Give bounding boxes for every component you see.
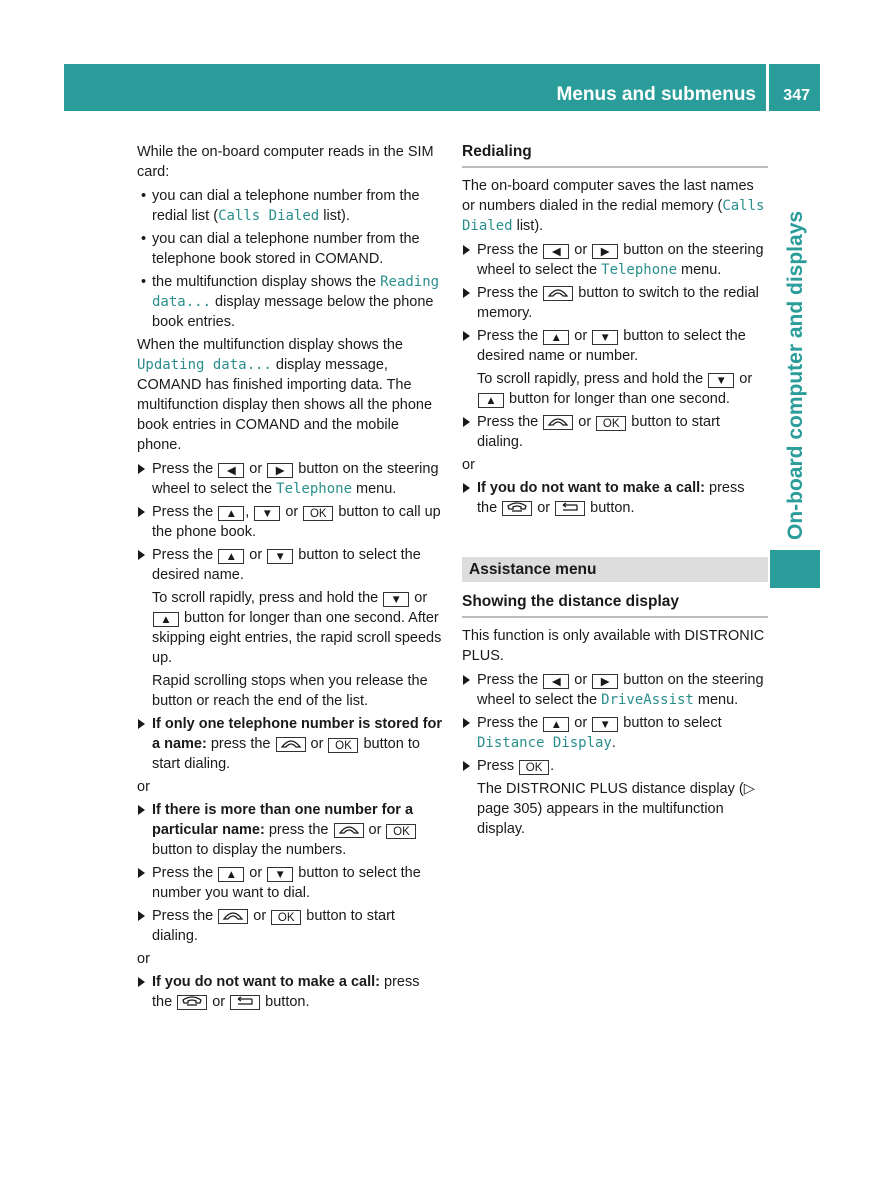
list-item <box>137 229 443 269</box>
text: Press the <box>477 672 543 688</box>
step-item <box>137 459 443 499</box>
section-heading: Redialing <box>462 142 768 168</box>
or-separator: or <box>137 951 150 967</box>
right-arrow-key-icon: ▶ <box>592 674 618 689</box>
text: Press the <box>477 715 543 731</box>
text: To scroll rapidly, press and hold the <box>477 371 708 387</box>
paragraph <box>462 176 768 236</box>
display-code: Updating data... <box>137 357 272 373</box>
right-column <box>462 142 768 842</box>
text: button for longer than one second. After skipping eight entries, the rapid scroll speeds up. <box>152 610 442 666</box>
step-item <box>137 972 443 1012</box>
step-item <box>462 412 768 452</box>
text: display message, COMAND has finished importing data. The multifunction display then shows all the phone book entries in COMAND and the mobile phone. <box>137 357 433 453</box>
down-arrow-key-icon: ▼ <box>708 373 734 388</box>
step-note <box>462 369 768 409</box>
page-number: 347 <box>783 87 810 104</box>
bold-text: If you do not want to make a call: <box>152 974 380 990</box>
page-reference: ▷ page 305 <box>477 781 755 817</box>
text: Press the <box>477 285 543 301</box>
back-icon <box>230 995 260 1010</box>
step-note <box>462 779 768 839</box>
step-item <box>137 714 443 774</box>
text: button to select <box>619 715 722 731</box>
text: button to display the numbers. <box>152 842 347 858</box>
down-arrow-key-icon: ▼ <box>267 867 293 882</box>
or-separator: or <box>462 457 475 473</box>
text: button to call up the phone book. <box>152 504 441 540</box>
bold-text: If there is more than one number for a particular name: <box>152 802 414 838</box>
text: button for longer than one second. <box>505 391 730 407</box>
list-item <box>137 186 443 226</box>
text: you can dial a telephone number from the redial list ( <box>152 188 420 224</box>
text: The DISTRONIC PLUS distance display ( <box>477 781 744 797</box>
up-arrow-key-icon: ▲ <box>153 612 179 627</box>
left-arrow-key-icon: ◀ <box>543 244 569 259</box>
step-item <box>137 863 443 903</box>
phone-pickup-icon <box>334 823 364 838</box>
display-code: Calls Dialed <box>462 198 765 234</box>
step-item <box>137 545 443 585</box>
text: or <box>245 547 267 563</box>
text: Press <box>477 758 519 774</box>
step-note <box>137 671 443 711</box>
text: or <box>245 461 267 477</box>
text: you can dial a telephone number from the telephone book stored in COMAND. <box>152 231 420 267</box>
paragraph <box>137 335 443 455</box>
text: button to start dialing. <box>477 414 720 450</box>
text: button. <box>586 500 635 516</box>
ok-key-icon: OK <box>596 416 626 431</box>
up-arrow-key-icon: ▲ <box>478 393 504 408</box>
phone-hangup-icon <box>177 995 207 1010</box>
text: Press the <box>152 908 218 924</box>
up-arrow-key-icon: ▲ <box>218 506 244 521</box>
text: button to start dialing. <box>152 908 395 944</box>
step-item <box>137 906 443 946</box>
right-arrow-key-icon: ▶ <box>592 244 618 259</box>
text: the multifunction display shows the <box>152 274 381 290</box>
step-item <box>462 670 768 710</box>
side-section-title: On-board computer and displays <box>784 210 807 540</box>
or-separator: or <box>137 779 150 795</box>
step-item <box>462 283 768 323</box>
left-column <box>137 142 443 1015</box>
down-arrow-key-icon: ▼ <box>267 549 293 564</box>
text: Press the <box>477 328 543 344</box>
text: or <box>364 822 386 838</box>
text: menu. <box>693 692 739 708</box>
section-heading: Showing the distance display <box>462 592 768 618</box>
text: button to select the desired name. <box>152 547 421 583</box>
phone-pickup-icon <box>543 286 573 301</box>
text: or <box>570 328 592 344</box>
down-arrow-key-icon: ▼ <box>592 717 618 732</box>
display-code: Calls Dialed <box>218 208 320 224</box>
down-arrow-key-icon: ▼ <box>383 592 409 607</box>
text: or <box>249 908 271 924</box>
text: button to switch to the redial memory. <box>477 285 759 321</box>
text: or <box>570 715 592 731</box>
up-arrow-key-icon: ▲ <box>543 717 569 732</box>
text: Press the <box>477 242 543 258</box>
phone-hangup-icon <box>502 501 532 516</box>
text: Press the <box>152 461 218 477</box>
header-title: Menus and submenus <box>556 84 756 105</box>
display-code: Telephone <box>601 262 677 278</box>
text: button to select the number you want to dial. <box>152 865 421 901</box>
step-item <box>462 240 768 280</box>
phone-pickup-icon <box>276 737 306 752</box>
text: . <box>611 735 616 751</box>
text: When the multifunction display shows the <box>137 337 403 353</box>
up-arrow-key-icon: ▲ <box>218 549 244 564</box>
up-arrow-key-icon: ▲ <box>543 330 569 345</box>
right-arrow-key-icon: ▶ <box>267 463 293 478</box>
up-arrow-key-icon: ▲ <box>218 867 244 882</box>
text: or <box>735 371 753 387</box>
text: Press the <box>152 504 218 520</box>
text: or <box>245 865 267 881</box>
text: list). <box>319 208 350 224</box>
text: press the <box>477 480 745 516</box>
display-code: Telephone <box>276 481 352 497</box>
text: Rapid scrolling stops when you release the button or reach the end of the list. <box>152 673 428 709</box>
text: To scroll rapidly, press and hold the <box>152 590 383 606</box>
text: button on the steering wheel to select the <box>477 242 764 278</box>
text: Press the <box>152 547 218 563</box>
section-band: Assistance menu <box>462 557 768 582</box>
text: Press the <box>152 865 218 881</box>
text: menu. <box>352 481 397 497</box>
side-tab-marker <box>770 550 820 588</box>
down-arrow-key-icon: ▼ <box>254 506 280 521</box>
left-arrow-key-icon: ◀ <box>543 674 569 689</box>
text: press the <box>206 736 275 752</box>
ok-key-icon: OK <box>328 738 358 753</box>
text: list). <box>512 218 544 234</box>
intro-text: While the on-board computer reads in the SIM card: <box>137 144 434 180</box>
text: Press the <box>477 414 543 430</box>
text: or <box>533 500 555 516</box>
text: button on the steering wheel to select the <box>477 672 764 708</box>
step-note <box>137 588 443 668</box>
text: menu. <box>677 262 722 278</box>
list-item <box>137 272 443 332</box>
step-item <box>137 502 443 542</box>
text: button to start dialing. <box>152 736 420 772</box>
text: display message below the phone book entries. <box>152 294 434 330</box>
step-item <box>462 478 768 518</box>
text: button on the steering wheel to select the <box>152 461 439 497</box>
paragraph: This function is only available with DISTRONIC PLUS. <box>462 628 765 664</box>
text: press the <box>152 974 420 1010</box>
spacer <box>462 521 768 557</box>
step-item <box>137 800 443 860</box>
text: , <box>245 504 254 520</box>
page-header <box>64 64 820 111</box>
step-item <box>462 326 768 366</box>
text: press the <box>264 822 333 838</box>
text: or <box>570 672 592 688</box>
phone-pickup-icon <box>218 909 248 924</box>
step-item <box>462 713 768 753</box>
display-code: DriveAssist <box>601 692 694 708</box>
ok-key-icon: OK <box>386 824 416 839</box>
step-item <box>462 756 768 776</box>
phone-pickup-icon <box>543 415 573 430</box>
text: or <box>306 736 328 752</box>
text: or <box>574 414 596 430</box>
text: button to select the desired name or number. <box>477 328 746 364</box>
text: . <box>550 758 555 774</box>
down-arrow-key-icon: ▼ <box>592 330 618 345</box>
text: or <box>410 590 428 606</box>
header-divider <box>766 64 769 111</box>
left-arrow-key-icon: ◀ <box>218 463 244 478</box>
ok-key-icon: OK <box>519 760 549 775</box>
text: or <box>570 242 592 258</box>
text: or <box>281 504 303 520</box>
text: The on-board computer saves the last names or numbers dialed in the redial memory ( <box>462 178 754 214</box>
back-icon <box>555 501 585 516</box>
ok-key-icon: OK <box>271 910 301 925</box>
bold-text: If you do not want to make a call: <box>477 480 705 496</box>
bold-text: If only one telephone number is stored for a name: <box>152 716 443 752</box>
ok-key-icon: OK <box>303 506 333 521</box>
text: button. <box>261 994 310 1010</box>
text: ) appears in the multifunction display. <box>477 801 724 837</box>
display-code: Distance Display <box>477 735 612 751</box>
display-code: Reading data... <box>152 274 440 310</box>
text: or <box>208 994 230 1010</box>
